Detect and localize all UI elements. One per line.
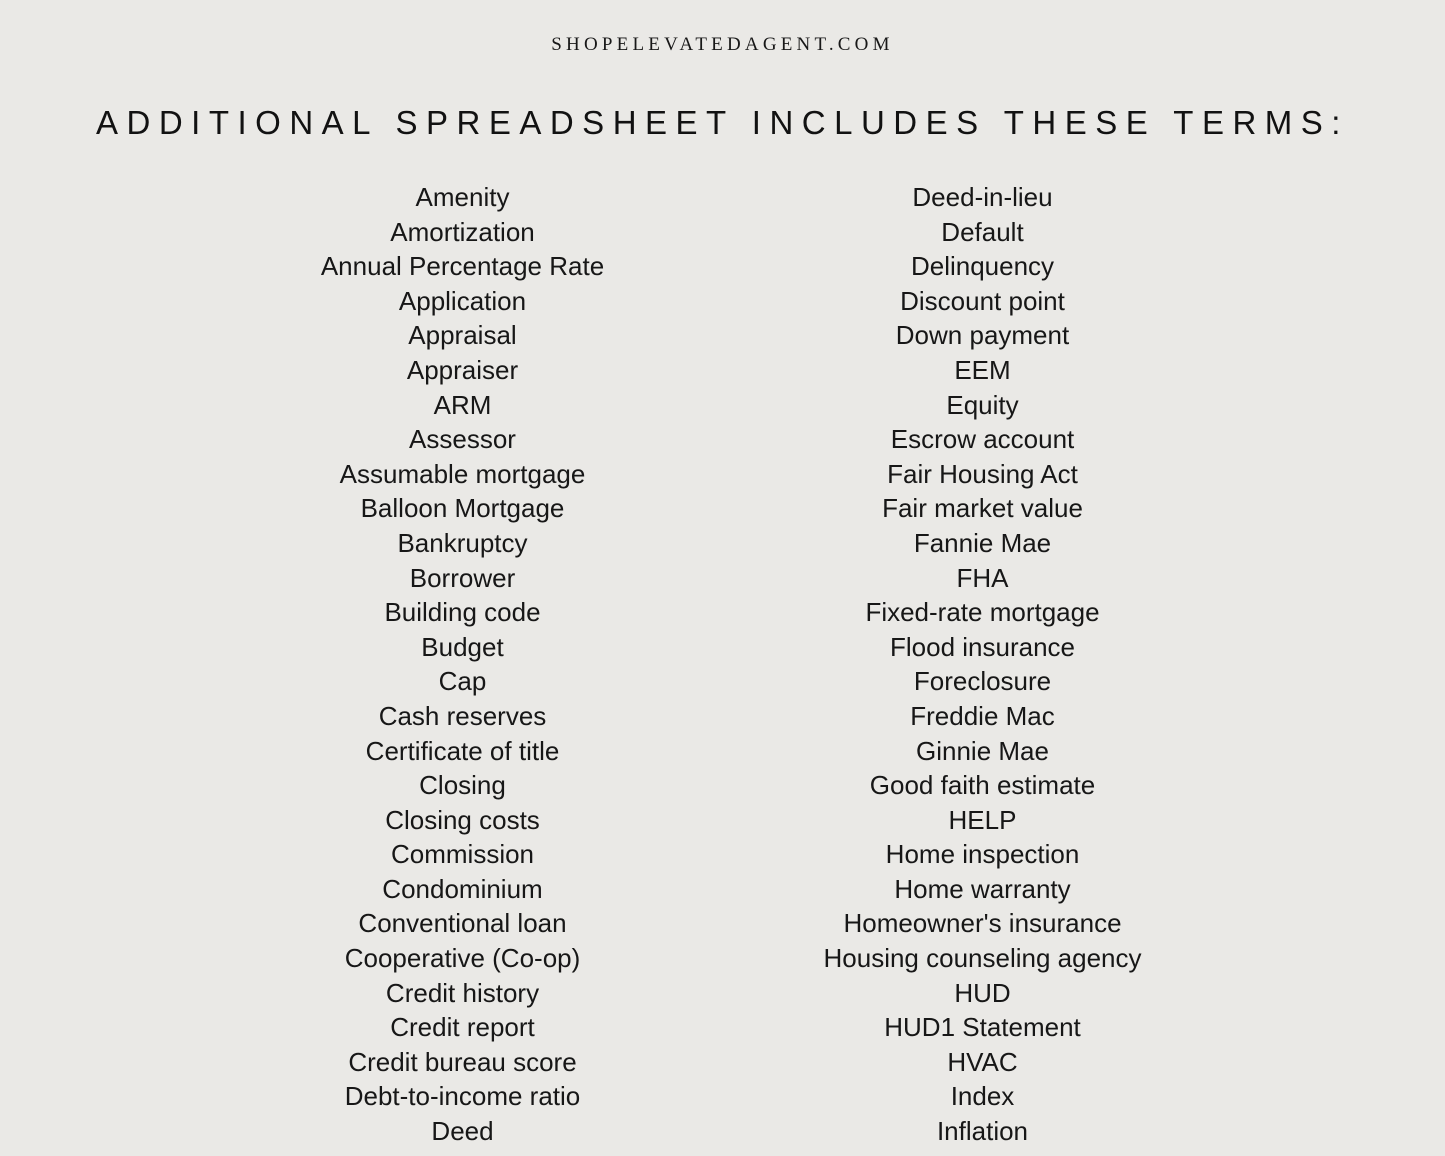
list-item: Fannie Mae: [913, 527, 1052, 558]
terms-column-left: [203, 180, 723, 1149]
list-item: Debt-to-income ratio: [344, 1081, 581, 1112]
list-item: Ginnie Mae: [916, 735, 1049, 766]
list-item: Discount point: [900, 285, 1065, 316]
list-item: Deed: [431, 1116, 494, 1147]
list-item: Budget: [421, 631, 504, 662]
list-item: Closing costs: [385, 804, 540, 835]
list-item: Appraiser: [406, 354, 519, 385]
list-item: Escrow account: [890, 424, 1075, 455]
terms-column-right: [723, 180, 1243, 1149]
list-item: Annual Percentage Rate: [320, 251, 605, 282]
list-item: EEM: [954, 354, 1011, 385]
page-title: ADDITIONAL SPREADSHEET INCLUDES THESE TERMS:: [96, 104, 1349, 141]
list-item: Home inspection: [885, 839, 1080, 870]
site-url: SHOPELEVATEDAGENT.COM: [551, 34, 894, 55]
list-item: HUD1 Statement: [884, 1012, 1081, 1043]
list-item: Closing: [419, 770, 506, 801]
list-item: Index: [950, 1081, 1015, 1112]
list-item: Default: [941, 216, 1024, 247]
list-item: Appraisal: [408, 320, 517, 351]
list-item: Cooperative (Co-op): [344, 943, 581, 974]
list-item: Flood insurance: [890, 631, 1075, 662]
list-item: Fair Housing Act: [887, 458, 1078, 489]
list-item: Good faith estimate: [869, 770, 1096, 801]
list-item: Inflation: [936, 1116, 1029, 1147]
list-item: Certificate of title: [365, 735, 560, 766]
list-item: Down payment: [895, 320, 1070, 351]
list-item: ARM: [433, 389, 492, 420]
list-item: Cap: [438, 666, 487, 697]
list-item: Building code: [384, 597, 541, 628]
list-item: Credit report: [390, 1012, 535, 1043]
list-item: Foreclosure: [913, 666, 1052, 697]
list-item: Condominium: [382, 873, 543, 904]
list-item: Delinquency: [910, 251, 1055, 282]
list-item: Amenity: [415, 182, 510, 212]
list-item: FHA: [956, 562, 1009, 593]
list-item: Freddie Mac: [910, 700, 1055, 731]
list-item: HVAC: [947, 1046, 1018, 1077]
list-item: Borrower: [409, 562, 516, 593]
list-item: Cash reserves: [378, 700, 547, 731]
list-item: Amortization: [390, 216, 535, 247]
list-item: Fixed-rate mortgage: [865, 597, 1100, 628]
list-item: Credit bureau score: [348, 1046, 577, 1077]
terms-columns: [0, 180, 1445, 1149]
list-item: Assumable mortgage: [339, 458, 586, 489]
list-item: Credit history: [385, 977, 540, 1008]
list-item: HUD: [954, 977, 1011, 1008]
list-item: Deed-in-lieu: [912, 182, 1053, 212]
list-item: Homeowner's insurance: [843, 908, 1122, 939]
list-item: Balloon Mortgage: [360, 493, 565, 524]
list-item: Bankruptcy: [397, 527, 528, 558]
list-item: Fair market value: [882, 493, 1083, 524]
list-item: Application: [398, 285, 527, 316]
list-item: Equity: [946, 389, 1019, 420]
list-item: Commission: [390, 839, 535, 870]
list-item: Assessor: [409, 424, 516, 455]
list-item: HELP: [948, 804, 1017, 835]
list-item: Housing counseling agency: [823, 943, 1142, 974]
list-item: Home warranty: [894, 873, 1071, 904]
list-item: Conventional loan: [358, 908, 567, 939]
